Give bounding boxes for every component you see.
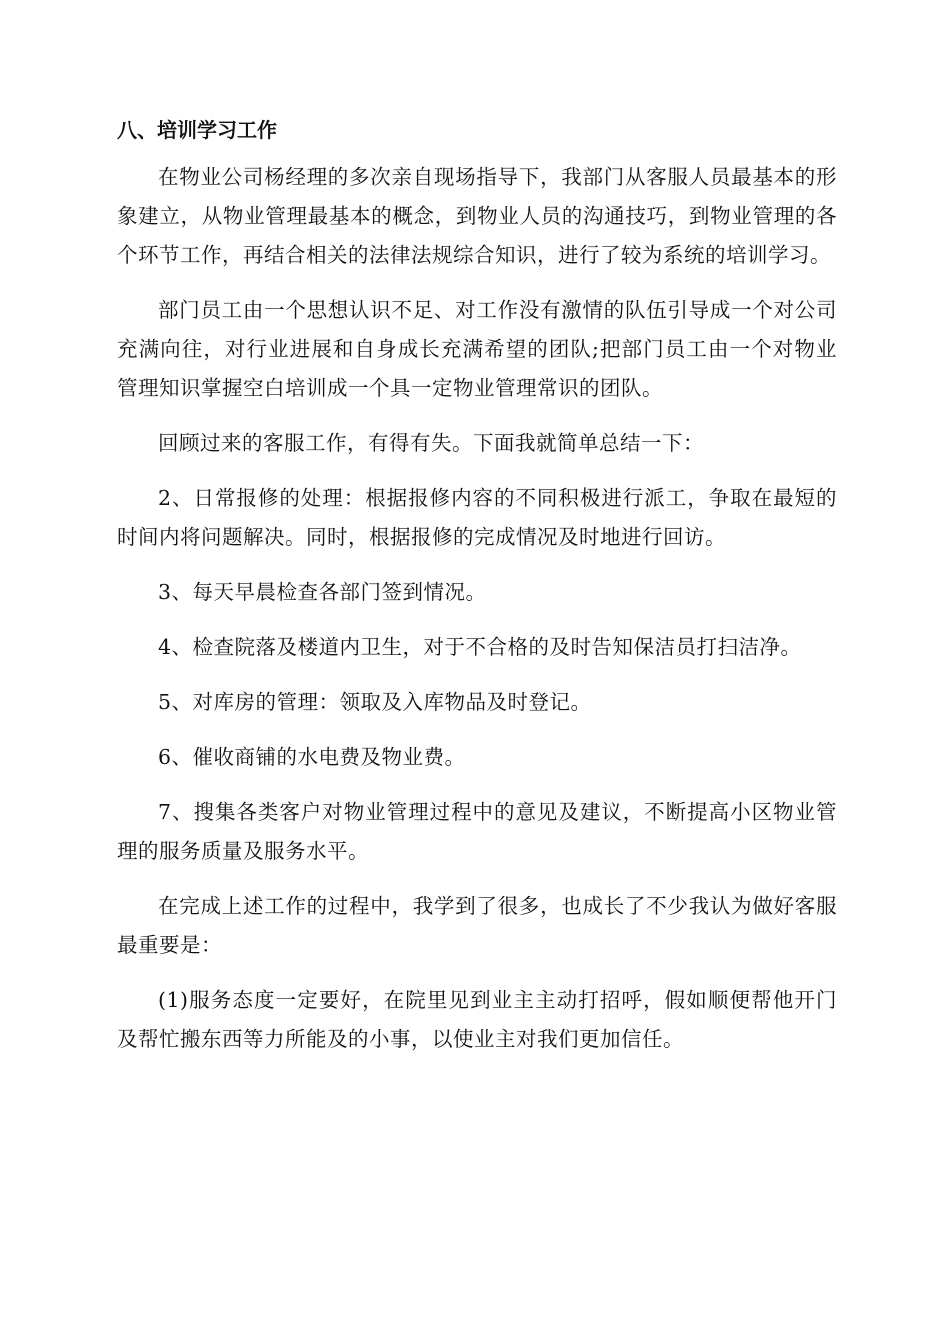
section-heading: 八、培训学习工作 bbox=[117, 118, 277, 142]
paragraph-training-summary: 在物业公司杨经理的多次亲自现场指导下，我部门从客服人员最基本的形象建立，从物业管理最基本的概念，到物业人员的沟通技巧，到物业管理的各个环节工作，再结合相关的法律法规综合知识，进行了较为系统的培训学习。 bbox=[117, 165, 837, 267]
document-page bbox=[117, 112, 837, 1075]
paragraph-item-4: 4、检查院落及楼道内卫生，对于不合格的及时告知保洁员打扫洁净。 bbox=[158, 635, 802, 659]
paragraph-item-6: 6、催收商铺的水电费及物业费。 bbox=[158, 745, 466, 769]
paragraph-team-growth: 部门员工由一个思想认识不足、对工作没有激情的队伍引导成一个对公司充满向往，对行业进展和自身成长充满希望的团队;把部门员工由一个对物业管理知识掌握空白培训成一个具一定物业管理常识的团队。 bbox=[117, 298, 837, 400]
paragraph-item-3: 3、每天早晨检查各部门签到情况。 bbox=[158, 580, 487, 604]
paragraph-lesson-1: (1)服务态度一定要好，在院里见到业主主动打招呼，假如顺便帮他开门及帮忙搬东西等力所能及的小事，以使业主对我们更加信任。 bbox=[117, 988, 837, 1051]
paragraph-item-5: 5、对库房的管理：领取及入库物品及时登记。 bbox=[158, 690, 592, 714]
paragraph-item-7: 7、搜集各类客户对物业管理过程中的意见及建议，不断提高小区物业管理的服务质量及服务水平。 bbox=[117, 800, 837, 863]
paragraph-item-2: 2、日常报修的处理：根据报修内容的不同积极进行派工，争取在最短的时间内将问题解决。同时，根据报修的完成情况及时地进行回访。 bbox=[117, 486, 837, 549]
paragraph-review-intro: 回顾过来的客服工作，有得有失。下面我就简单总结一下： bbox=[158, 431, 704, 455]
paragraph-lessons-intro: 在完成上述工作的过程中，我学到了很多，也成长了不少我认为做好客服最重要是： bbox=[117, 894, 837, 957]
